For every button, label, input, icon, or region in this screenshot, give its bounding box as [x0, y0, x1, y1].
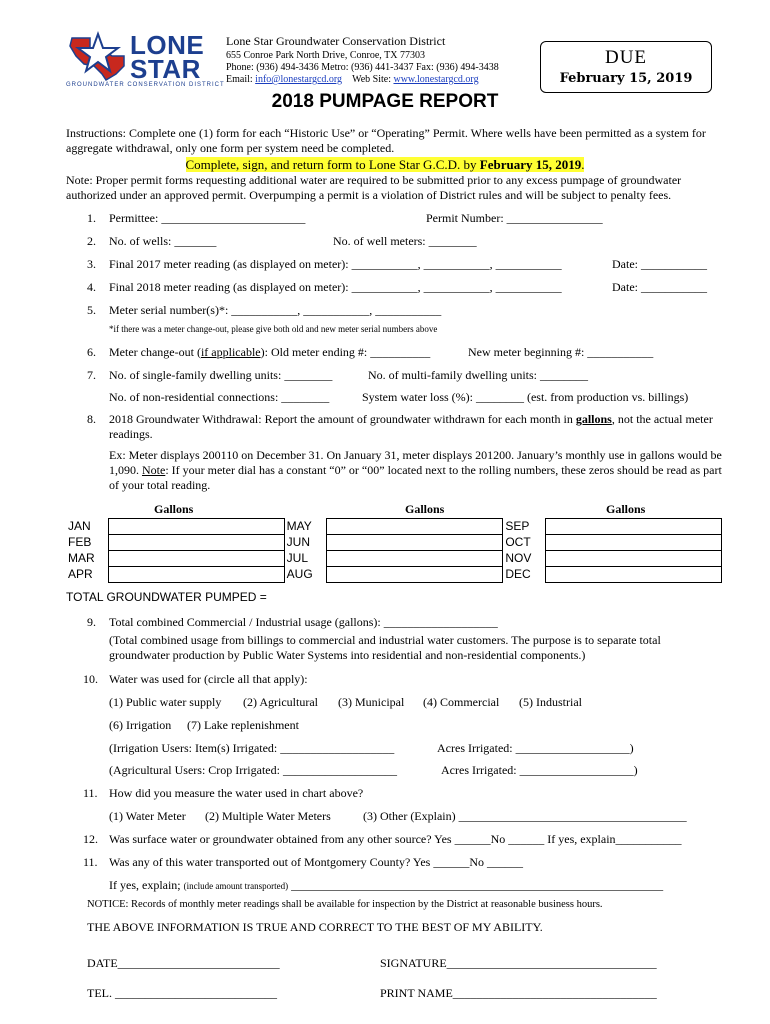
reading-2017-date-field[interactable]: Date: ___________: [612, 257, 707, 271]
table-row: [66, 535, 722, 551]
date-field[interactable]: DATE___________________________: [87, 956, 280, 970]
use-option-6[interactable]: (6) Irrigation: [109, 718, 172, 732]
serial-footnote: *if there was a meter change-out, please give both old and new meter serial numbers above: [109, 324, 438, 334]
i8ex-note: Note: [142, 463, 166, 477]
logo-line2: STAR: [130, 54, 201, 84]
star-map-icon: [66, 30, 130, 82]
use-option-1[interactable]: (1) Public water supply: [109, 695, 222, 709]
withdrawal-instruction: [109, 412, 723, 442]
due-date: February 15, 2019: [559, 71, 693, 86]
gallons-cell[interactable]: [545, 567, 721, 583]
i6-underline: if applicable: [200, 345, 261, 359]
gallons-cell[interactable]: [545, 519, 721, 535]
notice-text: NOTICE: Records of monthly meter readings shall be available for inspection by the District at reasonable business hours.: [87, 899, 603, 910]
month-label: JUN: [286, 535, 311, 549]
i13b-pre: If yes, explain;: [109, 878, 184, 892]
month-label: APR: [68, 567, 93, 581]
permittee-field[interactable]: Permittee: ________________________: [109, 211, 306, 225]
month-label: JAN: [68, 519, 91, 533]
item-9-number: 9.: [87, 615, 96, 629]
web-label: Web Site:: [352, 74, 394, 85]
i13b-small: (include amount transported): [183, 881, 289, 891]
item-6-number: 6.: [87, 345, 96, 359]
single-family-field[interactable]: No. of single-family dwelling units: ________: [109, 368, 333, 382]
non-residential-field[interactable]: No. of non-residential connections: ________: [109, 390, 330, 404]
withdrawal-example: [109, 448, 723, 493]
item-2-number: 2.: [87, 234, 96, 248]
email-link[interactable]: info@lonestargcd.org: [255, 74, 343, 85]
item-4-number: 4.: [87, 280, 96, 294]
due-label: DUE: [604, 47, 648, 68]
month-label: DEC: [505, 567, 531, 581]
new-meter-field[interactable]: New meter beginning #: ___________: [468, 345, 654, 359]
transport-field[interactable]: Was any of this water transported out of Montgomery County? Yes ______No ______: [109, 855, 523, 869]
table-row: [66, 519, 722, 535]
item-10-number: 10.: [83, 672, 98, 686]
gallons-header-1: Gallons: [154, 502, 194, 516]
measure-question: How did you measure the water used in chart above?: [109, 786, 364, 800]
table-row: [66, 551, 722, 567]
month-label: AUG: [286, 567, 313, 581]
item-7-number: 7.: [87, 368, 96, 382]
gallons-table: [66, 518, 722, 583]
highlight-post: .: [581, 157, 585, 172]
transport-explain-field[interactable]: [109, 878, 663, 893]
org-phones: Phone: (936) 494-3436 Metro: (936) 441-3437 Fax: (936) 494-3438: [226, 62, 499, 73]
reading-2018-date-field[interactable]: Date: ___________: [612, 280, 707, 294]
month-label: MAR: [68, 551, 95, 565]
page-title: 2018 PUMPAGE REPORT: [271, 91, 499, 112]
reading-2018-field[interactable]: Final 2018 meter reading (as displayed on meter): ___________, ___________, ___________: [109, 280, 562, 294]
item-12-number: 12.: [83, 832, 98, 846]
gallons-cell[interactable]: [545, 535, 721, 551]
email-label: Email:: [226, 74, 256, 85]
gallons-cell[interactable]: [108, 567, 284, 583]
month-label: OCT: [505, 535, 531, 549]
i6-pre: Meter change-out (: [109, 345, 201, 359]
measure-option-1[interactable]: (1) Water Meter: [109, 809, 186, 823]
signature-field[interactable]: SIGNATURE___________________________________: [380, 956, 657, 970]
month-label: NOV: [505, 551, 532, 565]
i8-pre: 2018 Groundwater Withdrawal: Report the amount of groundwater withdrawn for each month in: [109, 412, 576, 426]
old-meter-field[interactable]: [109, 345, 430, 360]
item-8-number: 8.: [87, 412, 96, 426]
meter-serial-field[interactable]: Meter serial number(s)*: ___________, ___________, ___________: [109, 303, 442, 317]
total-pumped-label: TOTAL GROUNDWATER PUMPED =: [66, 590, 267, 604]
org-contact: [226, 74, 479, 85]
month-label: JUL: [286, 551, 309, 565]
water-loss-field[interactable]: System water loss (%): ________ (est. from production vs. billings): [362, 390, 689, 404]
org-address: 655 Conroe Park North Drive, Conroe, TX 77303: [226, 50, 425, 61]
commercial-usage-field[interactable]: Total combined Commercial / Industrial usage (gallons): ___________________: [109, 615, 498, 629]
use-option-4[interactable]: (4) Commercial: [423, 695, 500, 709]
commercial-usage-note: (Total combined usage from billings to commercial and industrial water customers. The purpose is to separate total groundwater production by Public Water Systems into residential and non-residential components.): [109, 633, 661, 662]
gallons-cell[interactable]: [327, 551, 503, 567]
use-option-3[interactable]: (3) Municipal: [338, 695, 405, 709]
permit-number-field[interactable]: Permit Number: ________________: [426, 211, 603, 225]
other-source-field[interactable]: Was surface water or groundwater obtained from any other source? Yes ______No ______ If yes, explain___________: [109, 832, 682, 846]
web-link[interactable]: www.lonestargcd.org: [393, 74, 479, 85]
i8-bold: gallons: [575, 412, 612, 426]
gallons-cell[interactable]: [545, 551, 721, 567]
return-instruction: [0, 157, 770, 173]
district-logo: [66, 30, 225, 94]
item-5-number: 5.: [87, 303, 96, 317]
note-text: Note: Proper permit forms requesting additional water are required to be submitted prior to any excess pumpage of groundwater authorized under an approved permit. Overpumping a permit is a violation of District rules and will be subject to penalty fees.: [66, 173, 682, 202]
reading-2017-field[interactable]: Final 2017 meter reading (as displayed on meter): ___________, ___________, ___________: [109, 257, 562, 271]
measure-option-3[interactable]: (3) Other (Explain) ______________________________________: [363, 809, 687, 823]
use-option-7[interactable]: (7) Lake replenishment: [187, 718, 299, 732]
tel-field[interactable]: TEL. ___________________________: [87, 986, 277, 1000]
i8ex-2: : If your meter dial has a constant “0” or “00” located next to the rolling numbers, these zeros should be read as part of your total reading.: [109, 463, 722, 492]
i8-post: , not the actual meter readings.: [109, 412, 713, 441]
water-use-question: Water was used for (circle all that apply):: [109, 672, 308, 686]
gallons-cell[interactable]: [327, 567, 503, 583]
i6-post: ): Old meter ending #: __________: [260, 345, 431, 359]
month-label: SEP: [505, 519, 530, 533]
highlight-date: February 15, 2019: [479, 157, 582, 172]
i8ex-1: Ex: Meter displays 200110 on December 31. On January 31, meter displays 201200. January’s monthly use in gallons would be 1,090.: [109, 448, 722, 477]
certify-text: THE ABOVE INFORMATION IS TRUE AND CORRECT TO THE BEST OF MY ABILITY.: [87, 920, 543, 934]
highlight-pre: Complete, sign, and return form to Lone Star G.C.D. by: [185, 157, 480, 172]
i13b-post: ______________________________________________________________: [288, 878, 664, 892]
logo-line1: LONE: [130, 30, 205, 60]
gallons-cell[interactable]: [108, 535, 284, 551]
month-label: MAY: [286, 519, 312, 533]
use-option-2[interactable]: (2) Agricultural: [243, 695, 318, 709]
irrigation-items-field[interactable]: (Irrigation Users: Item(s) Irrigated: ___________________: [109, 741, 395, 755]
gallons-header-3: Gallons: [606, 502, 646, 516]
wells-field[interactable]: No. of wells: _______: [109, 234, 217, 248]
well-meters-field[interactable]: No. of well meters: ________: [333, 234, 477, 248]
ag-acres-field[interactable]: Acres Irrigated: ___________________): [441, 763, 638, 777]
table-row: [66, 567, 722, 583]
month-label: FEB: [68, 535, 92, 549]
ag-crop-field[interactable]: (Agricultural Users: Crop Irrigated: ___________________: [109, 763, 397, 777]
item-13-number: 11.: [83, 855, 98, 869]
gallons-cell[interactable]: [108, 519, 284, 535]
item-3-number: 3.: [87, 257, 96, 271]
due-box: [540, 41, 712, 93]
gallons-cell[interactable]: [108, 551, 284, 567]
use-option-5[interactable]: (5) Industrial: [519, 695, 582, 709]
measure-option-2[interactable]: (2) Multiple Water Meters: [205, 809, 331, 823]
org-name: Lone Star Groundwater Conservation District: [226, 34, 446, 48]
item-1-number: 1.: [87, 211, 96, 225]
multi-family-field[interactable]: No. of multi-family dwelling units: ________: [368, 368, 588, 382]
instructions-text: Instructions: Complete one (1) form for each “Historic Use” or “Operating” Permit. Where wells have been permitted as a system for aggregate withdrawal, only one form per system need be completed.: [66, 126, 706, 155]
gallons-cell[interactable]: [327, 535, 503, 551]
gallons-cell[interactable]: [327, 519, 503, 535]
item-11-number: 11.: [83, 786, 98, 800]
gallons-header-2: Gallons: [405, 502, 445, 516]
logo-sub: GROUNDWATER CONSERVATION DISTRICT: [66, 82, 225, 88]
print-name-field[interactable]: PRINT NAME__________________________________: [380, 986, 657, 1000]
irrigation-acres-field[interactable]: Acres Irrigated: ___________________): [437, 741, 634, 755]
